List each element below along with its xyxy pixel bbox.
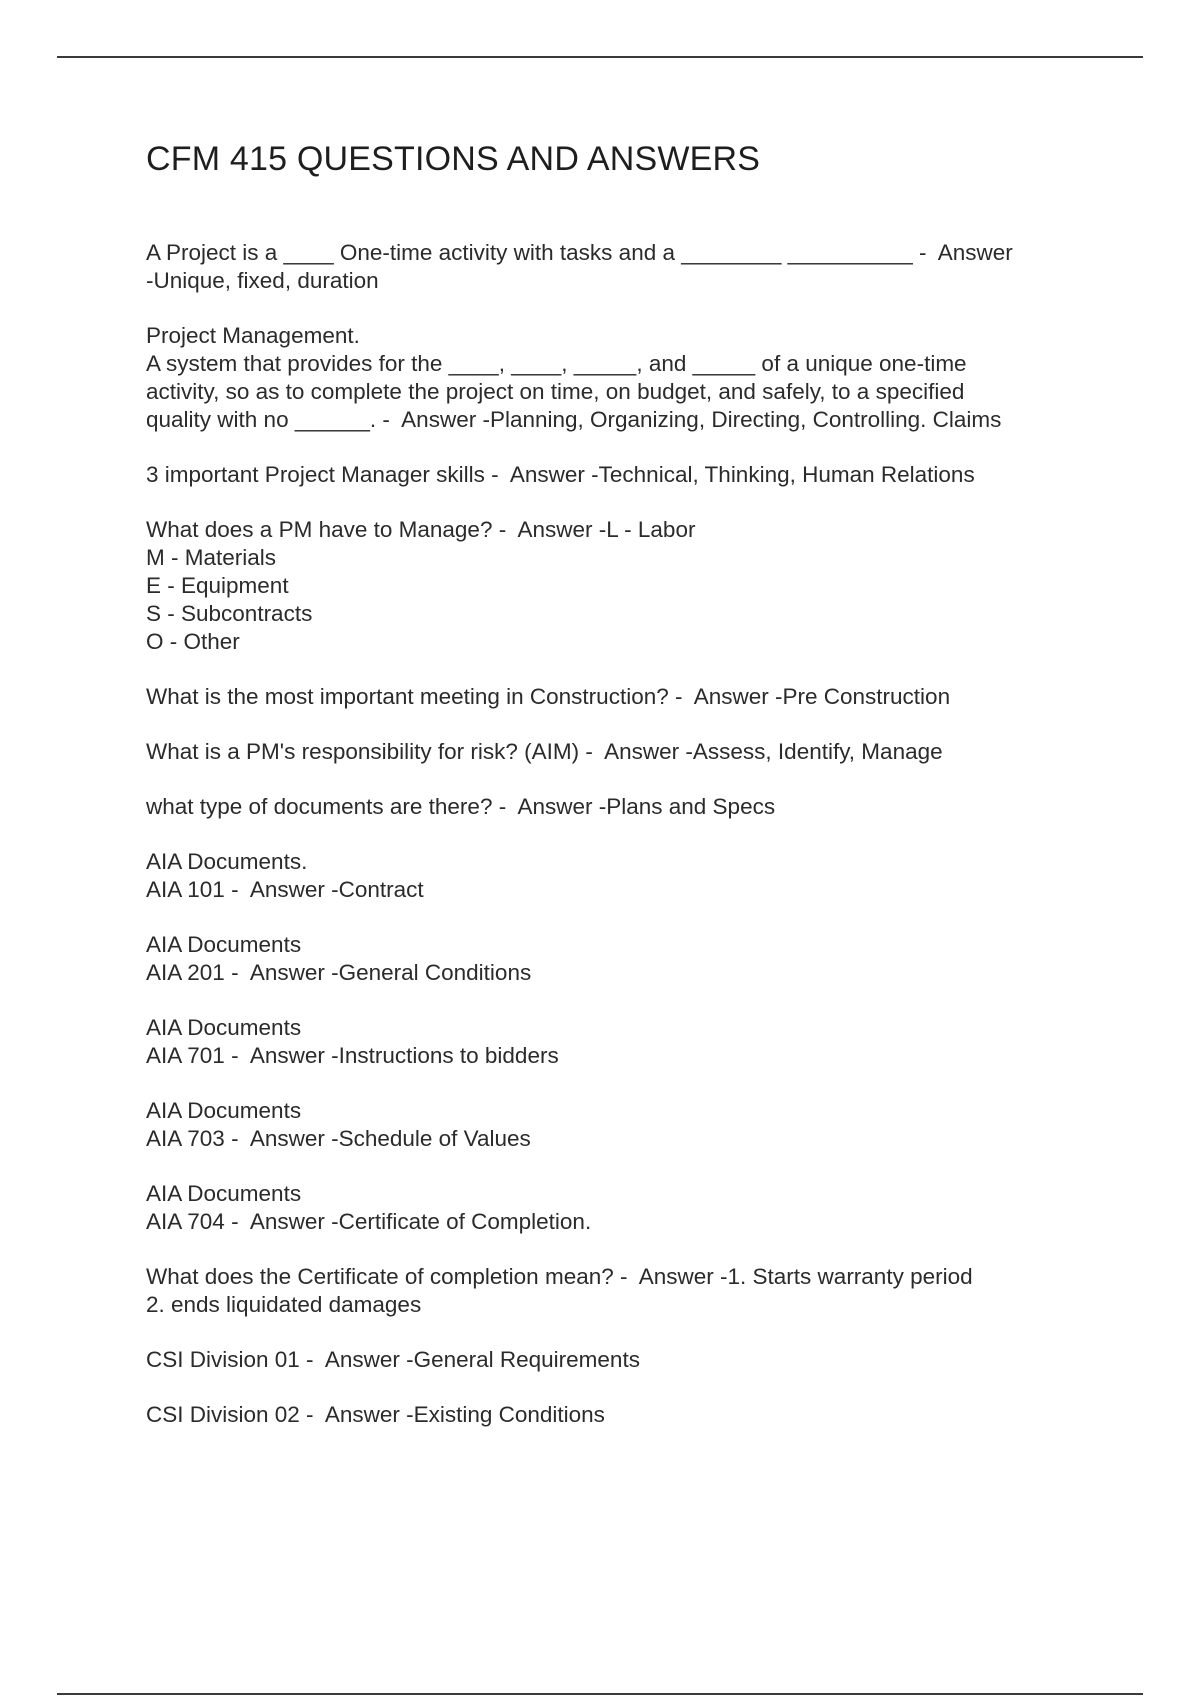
qa-line: E - Equipment — [146, 573, 289, 598]
qa-line: CSI Division 01 - Answer -General Requirements — [146, 1347, 640, 1372]
qa-entry — [146, 848, 1096, 904]
qa-entry — [146, 1180, 1096, 1236]
qa-entry — [146, 461, 1096, 489]
qa-line: AIA Documents — [146, 932, 302, 957]
qa-line: AIA Documents — [146, 1098, 302, 1123]
qa-line: O - Other — [146, 629, 240, 654]
qa-line: AIA Documents. — [146, 849, 308, 874]
qa-entry — [146, 1263, 1096, 1319]
document-title: CFM 415 QUESTIONS AND ANSWERS — [146, 140, 761, 178]
qa-line: AIA 201 - Answer -General Conditions — [146, 960, 532, 985]
qa-line: A system that provides for the ____, ____, _____, and _____ of a unique one-time — [146, 351, 967, 376]
qa-line: activity, so as to complete the project on time, on budget, and safely, to a specified — [146, 379, 965, 404]
document-body — [146, 140, 1096, 1456]
qa-entry — [146, 1014, 1096, 1070]
qa-entry — [146, 1097, 1096, 1153]
qa-line: Project Management. — [146, 323, 360, 348]
qa-entry — [146, 516, 1096, 656]
qa-line: What does a PM have to Manage? - Answer -L - Labor — [146, 517, 696, 542]
qa-entry — [146, 683, 1096, 711]
qa-line: What is a PM's responsibility for risk? (AIM) - Answer -Assess, Identify, Manage — [146, 739, 943, 764]
qa-line: S - Subcontracts — [146, 601, 313, 626]
qa-line: AIA 101 - Answer -Contract — [146, 877, 424, 902]
qa-line: AIA Documents — [146, 1181, 302, 1206]
qa-line: AIA 701 - Answer -Instructions to bidders — [146, 1043, 559, 1068]
qa-line: 2. ends liquidated damages — [146, 1292, 422, 1317]
qa-entry — [146, 793, 1096, 821]
qa-line: AIA 703 - Answer -Schedule of Values — [146, 1126, 531, 1151]
qa-line: M - Materials — [146, 545, 277, 570]
qa-entry — [146, 931, 1096, 987]
qa-line: What does the Certificate of completion mean? - Answer -1. Starts warranty period — [146, 1264, 973, 1289]
qa-line: AIA Documents — [146, 1015, 302, 1040]
qa-line: -Unique, fixed, duration — [146, 268, 379, 293]
qa-line: 3 important Project Manager skills - Answer -Technical, Thinking, Human Relations — [146, 462, 975, 487]
qa-line: what type of documents are there? - Answer -Plans and Specs — [146, 794, 776, 819]
qa-entry — [146, 239, 1096, 295]
qa-entry — [146, 1401, 1096, 1429]
qa-line: What is the most important meeting in Construction? - Answer -Pre Construction — [146, 684, 951, 709]
qa-line: quality with no ______. - Answer -Planning, Organizing, Directing, Controlling. Claims — [146, 407, 1002, 432]
qa-line: A Project is a ____ One-time activity with tasks and a ________ __________ - Answer — [146, 240, 1013, 265]
qa-list — [146, 239, 1096, 1429]
qa-line: CSI Division 02 - Answer -Existing Conditions — [146, 1402, 605, 1427]
qa-line: AIA 704 - Answer -Certificate of Completion. — [146, 1209, 592, 1234]
header-rule — [57, 56, 1143, 58]
qa-entry — [146, 738, 1096, 766]
qa-entry — [146, 1346, 1096, 1374]
footer-rule — [57, 1693, 1143, 1695]
qa-entry — [146, 322, 1096, 434]
